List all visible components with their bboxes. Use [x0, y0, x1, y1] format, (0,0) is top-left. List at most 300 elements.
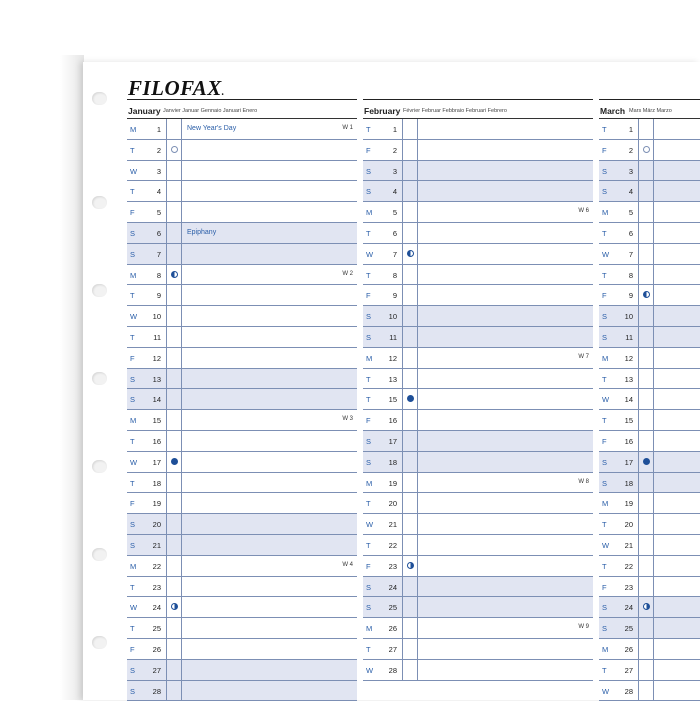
day-number: 3: [392, 166, 397, 176]
moon-cell: [402, 223, 418, 243]
weekday-letter: T: [130, 291, 135, 301]
moon-cell: [638, 161, 654, 181]
weekday-letter: T: [366, 229, 371, 238]
day-row[interactable]: [599, 431, 700, 452]
day-number: 11: [389, 333, 397, 342]
weekday-letter: W: [602, 541, 610, 550]
weekday-letter: F: [130, 645, 135, 654]
day-row[interactable]: [599, 369, 700, 390]
day-row[interactable]: [127, 660, 357, 681]
day-number: 28: [152, 686, 161, 696]
day-number: 9: [628, 291, 633, 301]
week-number: W 9: [578, 624, 589, 631]
month-translations: Février Februar Febbraio Februari Febrero: [403, 108, 507, 114]
weekday-letter: W: [366, 665, 374, 675]
day-row[interactable]: [599, 161, 700, 182]
day-row[interactable]: [363, 223, 593, 244]
day-row[interactable]: [363, 410, 593, 431]
day-row[interactable]: [127, 244, 357, 265]
moon-cell: [402, 431, 418, 451]
day-number: 15: [152, 416, 161, 426]
moon-cell: [638, 597, 654, 617]
weekday-letter: F: [130, 499, 135, 509]
day-row[interactable]: [599, 577, 700, 598]
day-number: 19: [624, 499, 633, 509]
moon-cell: [402, 389, 418, 409]
moon-cell: [638, 389, 654, 409]
weekday-letter: S: [602, 603, 608, 613]
weekday-letter: T: [602, 229, 607, 238]
day-number: 14: [152, 395, 161, 405]
day-row[interactable]: [599, 202, 700, 223]
weekday-letter: F: [366, 416, 371, 426]
day-number: 2: [628, 145, 633, 155]
weekday-letter: T: [130, 187, 135, 197]
day-row[interactable]: [363, 285, 593, 306]
weekday-letter: S: [130, 665, 136, 675]
day-number: 11: [625, 333, 633, 342]
moon-cell: [638, 660, 654, 680]
day-row[interactable]: [127, 119, 357, 140]
day-row[interactable]: [127, 223, 357, 244]
moon-cell: [638, 181, 654, 201]
moon-cell: [166, 285, 182, 305]
day-number: 16: [152, 437, 161, 446]
day-row[interactable]: [599, 265, 700, 286]
day-number: 25: [624, 624, 633, 634]
day-number: 27: [388, 645, 397, 654]
moon-cell: [638, 452, 654, 472]
moon-cell: [166, 493, 182, 513]
moon-cell: [166, 556, 182, 576]
binder-hole: [92, 196, 107, 209]
day-row[interactable]: [599, 597, 700, 618]
moon-cell: [166, 202, 182, 222]
day-row[interactable]: [599, 327, 700, 348]
day-number: 3: [156, 166, 161, 176]
weekday-letter: F: [602, 437, 607, 446]
day-row[interactable]: [127, 285, 357, 306]
day-number: 13: [624, 374, 633, 384]
moon-cell: [166, 306, 182, 326]
weekday-letter: T: [130, 437, 135, 446]
day-number: 5: [628, 208, 633, 218]
weekday-letter: W: [366, 249, 374, 259]
weekday-letter: M: [602, 499, 609, 509]
binder-hole: [92, 460, 107, 473]
weekday-letter: F: [602, 145, 607, 155]
weekday-letter: T: [130, 333, 135, 342]
moon-cell: [402, 556, 418, 576]
day-row[interactable]: [127, 140, 357, 161]
day-number: 22: [152, 561, 161, 571]
day-row[interactable]: [127, 618, 357, 639]
day-row[interactable]: [599, 556, 700, 577]
day-number: 6: [392, 229, 397, 238]
moon-cell: [638, 306, 654, 326]
day-number: 10: [388, 312, 397, 322]
moon-cell: [402, 410, 418, 430]
day-number: 25: [152, 624, 161, 634]
month-column-january: [127, 99, 357, 700]
moon-cell: [402, 327, 418, 347]
moon-cell: [638, 265, 654, 285]
day-number: 25: [388, 603, 397, 613]
day-number: 4: [156, 187, 161, 197]
day-row[interactable]: [127, 431, 357, 452]
moon-cell: [402, 618, 418, 638]
weekday-letter: S: [366, 603, 372, 613]
weekday-letter: S: [130, 249, 136, 259]
moon-cell: [166, 348, 182, 368]
moon-cell: [402, 535, 418, 555]
moon-cell: [638, 202, 654, 222]
moon-cell: [638, 140, 654, 160]
day-number: 8: [628, 270, 633, 280]
day-row[interactable]: [363, 660, 593, 681]
day-number: 2: [392, 145, 397, 155]
day-row[interactable]: [599, 348, 700, 369]
day-number: 20: [152, 520, 161, 530]
day-row[interactable]: [127, 161, 357, 182]
weekday-letter: S: [130, 395, 136, 405]
weekday-letter: T: [366, 499, 371, 509]
day-row[interactable]: [599, 223, 700, 244]
weekday-letter: F: [366, 145, 371, 155]
day-row[interactable]: [363, 140, 593, 161]
weekday-letter: T: [366, 541, 371, 550]
day-row[interactable]: [363, 119, 593, 140]
weekday-letter: F: [130, 208, 135, 218]
month-header: [599, 99, 700, 119]
day-number: 22: [388, 541, 397, 550]
day-row[interactable]: [127, 410, 357, 431]
moon-cell: [402, 369, 418, 389]
month-translations: Mars März Marzo: [629, 108, 672, 114]
weekday-letter: S: [130, 686, 136, 696]
day-number: 28: [388, 665, 397, 675]
day-row[interactable]: [363, 535, 593, 556]
day-row[interactable]: [363, 514, 593, 535]
weekday-letter: T: [602, 520, 607, 530]
weekday-letter: F: [130, 353, 135, 363]
moon-cell: [166, 639, 182, 659]
day-number: 24: [624, 603, 633, 613]
weekday-letter: S: [602, 333, 608, 342]
day-number: 19: [388, 478, 397, 488]
weekday-letter: S: [602, 312, 608, 322]
week-number: W 8: [578, 478, 589, 485]
day-row[interactable]: [127, 452, 357, 473]
weekday-letter: F: [602, 582, 607, 592]
day-row[interactable]: [127, 681, 357, 701]
day-row[interactable]: [127, 597, 357, 618]
moon-cell: [166, 369, 182, 389]
day-number: 8: [392, 270, 397, 280]
moon-cell: [638, 639, 654, 659]
day-row[interactable]: [127, 202, 357, 223]
moon-cell: [638, 556, 654, 576]
moon-cell: [402, 639, 418, 659]
moon-cell: [166, 265, 182, 285]
day-row[interactable]: [127, 473, 357, 494]
first-quarter-moon-icon: [407, 562, 414, 569]
day-row[interactable]: [599, 306, 700, 327]
weekday-letter: S: [366, 187, 372, 197]
moon-cell: [402, 660, 418, 680]
moon-cell: [638, 681, 654, 701]
day-number: 12: [624, 353, 633, 363]
day-row[interactable]: [363, 452, 593, 473]
weekday-letter: F: [602, 291, 607, 301]
new-moon-icon: [643, 146, 650, 153]
day-row[interactable]: [363, 493, 593, 514]
moon-cell: [402, 597, 418, 617]
day-number: 18: [388, 457, 397, 467]
weekday-letter: T: [366, 395, 371, 405]
last-quarter-moon-icon: [643, 291, 650, 298]
day-row[interactable]: [599, 452, 700, 473]
moon-cell: [638, 327, 654, 347]
day-row[interactable]: [599, 493, 700, 514]
moon-cell: [166, 452, 182, 472]
day-number: 4: [628, 187, 633, 197]
day-number: 20: [388, 499, 397, 509]
day-row[interactable]: [599, 119, 700, 140]
day-row[interactable]: [363, 389, 593, 410]
day-row[interactable]: [127, 306, 357, 327]
moon-cell: [638, 535, 654, 555]
weekday-letter: M: [366, 478, 373, 488]
full-moon-icon: [643, 458, 650, 465]
day-number: 2: [156, 145, 161, 155]
day-number: 23: [624, 582, 633, 592]
day-number: 10: [624, 312, 633, 322]
moon-cell: [166, 681, 182, 701]
day-number: 26: [624, 645, 633, 654]
day-number: 16: [624, 437, 633, 446]
binder-hole: [92, 548, 107, 561]
weekday-letter: M: [602, 208, 609, 218]
day-number: 14: [624, 395, 633, 405]
weekday-letter: T: [602, 125, 607, 134]
weekday-letter: S: [366, 582, 372, 592]
day-row[interactable]: [127, 577, 357, 598]
week-number: W 7: [578, 353, 589, 360]
day-row[interactable]: [127, 389, 357, 410]
day-row[interactable]: [599, 535, 700, 556]
moon-cell: [402, 473, 418, 493]
day-number: 21: [624, 541, 633, 550]
day-number: 13: [152, 374, 161, 384]
moon-cell: [166, 660, 182, 680]
day-row[interactable]: [363, 244, 593, 265]
day-row[interactable]: [363, 327, 593, 348]
day-number: 19: [152, 499, 161, 509]
day-number: 12: [388, 353, 397, 363]
day-row[interactable]: [363, 306, 593, 327]
day-number: 10: [152, 312, 161, 322]
day-number: 12: [152, 353, 161, 363]
day-row[interactable]: [599, 618, 700, 639]
weekday-letter: M: [366, 208, 373, 218]
weekday-letter: T: [366, 125, 371, 134]
moon-cell: [638, 223, 654, 243]
day-row[interactable]: [127, 639, 357, 660]
moon-cell: [638, 618, 654, 638]
moon-cell: [638, 431, 654, 451]
moon-cell: [402, 244, 418, 264]
weekday-letter: T: [602, 270, 607, 280]
weekday-letter: M: [366, 624, 373, 634]
week-number: W 6: [578, 208, 589, 215]
day-row[interactable]: [363, 181, 593, 202]
day-row[interactable]: [363, 265, 593, 286]
day-row[interactable]: [599, 473, 700, 494]
day-number: 9: [156, 291, 161, 301]
weekday-letter: F: [366, 561, 371, 571]
weekday-letter: T: [130, 624, 135, 634]
day-row[interactable]: [127, 369, 357, 390]
day-row[interactable]: [599, 140, 700, 161]
filofax-logo: FILOFAX .: [128, 76, 225, 101]
moon-cell: [166, 618, 182, 638]
moon-cell: [402, 161, 418, 181]
day-number: 24: [152, 603, 161, 613]
day-row[interactable]: [363, 202, 593, 223]
day-row[interactable]: [599, 285, 700, 306]
day-number: 17: [388, 437, 397, 446]
moon-cell: [402, 514, 418, 534]
weekday-letter: T: [602, 561, 607, 571]
day-row[interactable]: [363, 577, 593, 598]
weekday-letter: M: [366, 353, 373, 363]
day-number: 13: [388, 374, 397, 384]
day-row[interactable]: [363, 161, 593, 182]
day-number: 16: [388, 416, 397, 426]
weekday-letter: F: [366, 291, 371, 301]
day-row[interactable]: [599, 514, 700, 535]
moon-cell: [402, 452, 418, 472]
day-row[interactable]: [363, 369, 593, 390]
week-number: W 4: [342, 561, 353, 568]
moon-cell: [166, 223, 182, 243]
moon-cell: [638, 493, 654, 513]
day-row[interactable]: [127, 181, 357, 202]
moon-cell: [638, 244, 654, 264]
day-row[interactable]: [127, 514, 357, 535]
weekday-letter: S: [602, 624, 608, 634]
day-row[interactable]: [599, 660, 700, 681]
weekday-letter: S: [602, 478, 608, 488]
weekday-letter: M: [602, 353, 609, 363]
weekday-letter: T: [366, 270, 371, 280]
moon-cell: [166, 597, 182, 617]
day-number: 24: [388, 582, 397, 592]
day-number: 5: [156, 208, 161, 218]
weekday-letter: S: [366, 437, 372, 446]
day-row[interactable]: [363, 431, 593, 452]
weekday-letter: W: [602, 395, 610, 405]
moon-cell: [402, 577, 418, 597]
day-row[interactable]: [363, 473, 593, 494]
month-column-february: [363, 99, 593, 700]
day-row[interactable]: [363, 639, 593, 660]
first-quarter-moon-icon: [643, 603, 650, 610]
weekday-letter: W: [130, 603, 138, 613]
moon-cell: [166, 410, 182, 430]
day-number: 1: [156, 125, 161, 134]
moon-cell: [166, 389, 182, 409]
last-quarter-moon-icon: [171, 271, 178, 278]
month-header: [363, 99, 593, 119]
weekday-letter: S: [366, 312, 372, 322]
moon-cell: [402, 140, 418, 160]
moon-cell: [166, 577, 182, 597]
day-number: 7: [156, 249, 161, 259]
day-number: 9: [392, 291, 397, 301]
weekday-letter: S: [130, 374, 136, 384]
binder-hole: [92, 372, 107, 385]
month-translations: Janvier Januar Gennaio Januari Enero: [163, 108, 258, 114]
day-row[interactable]: [127, 348, 357, 369]
page-shadow: [60, 55, 84, 700]
day-number: 5: [392, 208, 397, 218]
weekday-letter: W: [602, 249, 610, 259]
day-row[interactable]: [127, 556, 357, 577]
weekday-letter: M: [130, 416, 137, 426]
day-row[interactable]: [127, 535, 357, 556]
month-name: January: [128, 106, 161, 116]
weekday-letter: T: [130, 582, 135, 592]
day-row[interactable]: [127, 327, 357, 348]
weekday-letter: S: [130, 229, 136, 238]
day-row[interactable]: [599, 244, 700, 265]
day-row[interactable]: [599, 639, 700, 660]
moon-cell: [402, 306, 418, 326]
day-number: 20: [624, 520, 633, 530]
day-row[interactable]: [127, 265, 357, 286]
week-number: W 2: [342, 270, 353, 277]
day-number: 7: [392, 249, 397, 259]
day-row[interactable]: [363, 348, 593, 369]
day-row[interactable]: [127, 493, 357, 514]
day-row[interactable]: [363, 556, 593, 577]
day-row[interactable]: [599, 181, 700, 202]
weekday-letter: W: [602, 686, 610, 696]
day-number: 26: [152, 645, 161, 654]
weekday-letter: T: [130, 145, 135, 155]
moon-cell: [638, 410, 654, 430]
day-row[interactable]: [599, 681, 700, 701]
day-row[interactable]: [363, 618, 593, 639]
day-row[interactable]: [363, 597, 593, 618]
day-row[interactable]: [599, 389, 700, 410]
month-column-march: [599, 99, 700, 700]
day-row[interactable]: [599, 410, 700, 431]
moon-cell: [166, 119, 182, 139]
day-number: 1: [392, 125, 397, 134]
weekday-letter: T: [602, 665, 607, 675]
moon-cell: [638, 369, 654, 389]
weekday-letter: W: [130, 166, 138, 176]
weekday-letter: S: [366, 457, 372, 467]
day-number: 18: [624, 478, 633, 488]
day-number: 8: [156, 270, 161, 280]
holiday-note: Epiphany: [187, 229, 217, 236]
moon-cell: [638, 514, 654, 534]
moon-cell: [402, 119, 418, 139]
